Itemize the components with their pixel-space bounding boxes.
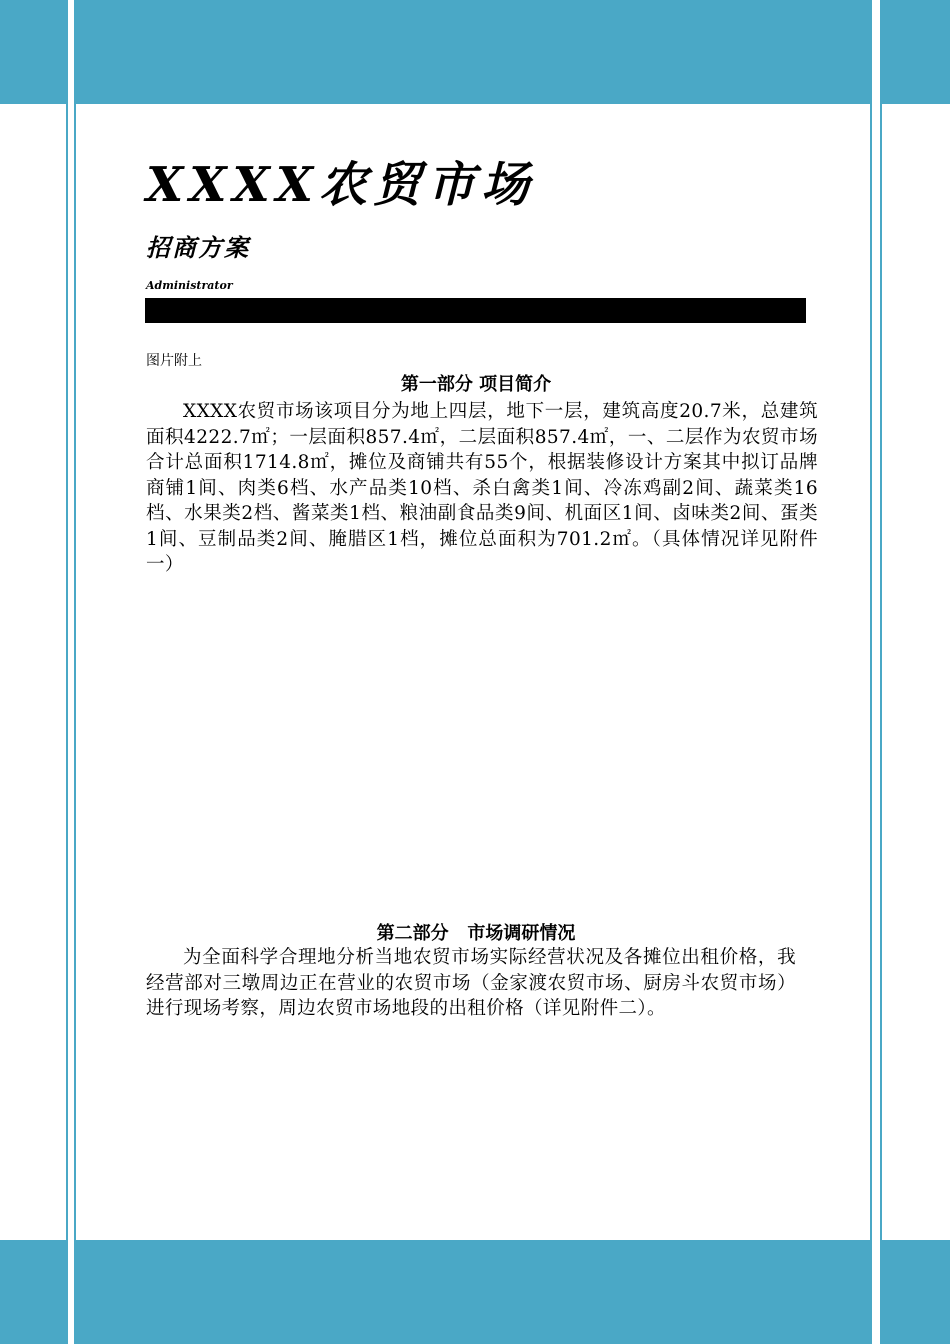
frame-line-left	[66, 0, 68, 1344]
frame-line-right-inner	[870, 0, 872, 1344]
section-heading-project-intro: 第一部分 项目简介	[400, 374, 552, 395]
frame-line-right	[880, 0, 882, 1344]
header-band-right	[882, 0, 950, 104]
image-caption: 图片附上	[146, 353, 202, 369]
document-author: Administrator	[146, 279, 233, 292]
header-band-left	[0, 0, 66, 104]
document-subtitle: 招商方案	[146, 233, 250, 262]
footer-band-left	[0, 1240, 66, 1344]
section-heading-market-research: 第二部分 市场调研情况	[376, 923, 576, 944]
frame-line-left-inner	[74, 0, 76, 1344]
footer-band-center	[76, 1240, 870, 1344]
footer-band-right	[882, 1240, 950, 1344]
document-title: XXXX农贸市场	[146, 157, 535, 213]
section-body-project-intro: XXXX农贸市场该项目分为地上四层，地下一层，建筑高度20.7米，总建筑面积4222.7㎡；一层面积857.4㎡，二层面积857.4㎡，一、二层作为农贸市场合计总面积1714.8㎡，摊位及商铺共有55个，根据装修设计方案其中拟订品牌商铺1间、肉类6档、水产品类10档、杀白禽类1间、冷冻鸡副2间、蔬菜类16档、水果类2档、酱菜类1档、粮油副食品类9间、机面区1间、卤味类2间、蛋类1间、豆制品类2间、腌腊区1档，摊位总面积为701.2㎡。（具体情况详见附件一）	[146, 401, 818, 575]
section-body-market-research: 为全面科学合理地分析当地农贸市场实际经营状况及各摊位出租价格，我经营部对三墩周边正在营业的农贸市场（金家渡农贸市场、厨房斗农贸市场）进行现场考察，周边农贸市场地段的出租价格（详见附件二）。	[146, 947, 796, 1019]
header-band-center	[76, 0, 870, 104]
title-divider-bar	[145, 298, 806, 323]
